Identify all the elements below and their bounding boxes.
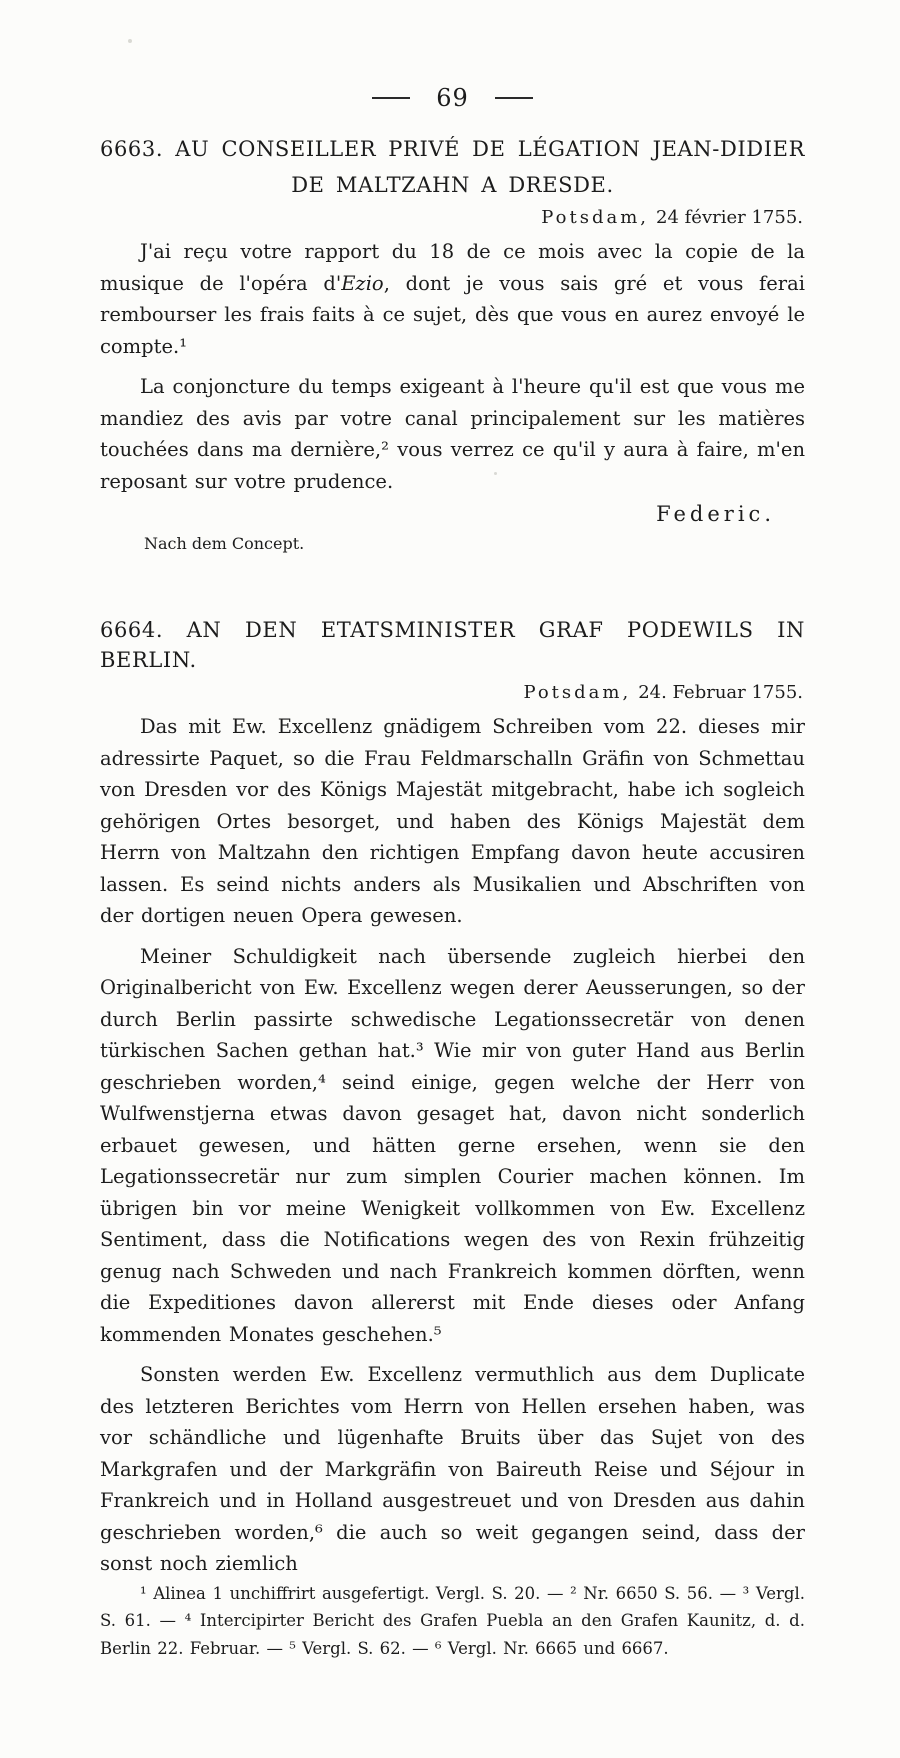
letter-6663-heading [100,134,805,164]
dateline-place: Potsdam, [541,207,649,228]
opera-title-italic: Ezio [341,272,384,295]
paragraph: Das mit Ew. Excellenz gnädigem Schreiben vom 22. dieses mir adressirte Paquet, so die Frau Feldmarschalln Gräfin von Schmettau von Dresden vor des Königs Majestät mitgebracht, habe ich sogleich gehörigen Ortes besorget, und haben des Königs Majestät dem Herrn von Maltzahn den richtigen Empfang davon heute accusiren lassen. Es seind nichts anders als Musikalien und Abschriften von der dortigen neuen Opera gewesen. [100,711,805,932]
letter-title-line1: AU CONSEILLER PRIVÉ DE LÉGATION JEAN-DIDIER [175,137,805,161]
footnotes-text: ¹ Alinea 1 unchiffrirt ausgefertigt. Vergl. S. 20. — ² Nr. 6650 S. 56. — ³ Vergl. S. 61. — ⁴ Intercipirter Bericht des Grafen Puebla an den Grafen Kaunitz, d. d. Berlin 22. Februar. — ⁵ Vergl. S. 62. — ⁶ Vergl. Nr. 6665 und 6667. [100,1580,805,1663]
paragraph: Sonsten werden Ew. Excellenz vermuthlich aus dem Duplicate des letzteren Berichtes vom Herrn von Hellen ersehen haben, was vor schändliche und lügenhafte Bruits über das Sujet von des Markgrafen und der Markgräfin von Baireuth Reise und Séjour in Frankreich und in Holland ausgestreuet und von Dresden aus dahin geschrieben worden,⁶ die auch so weit gegangen seind, dass der sonst noch ziemlich [100,1359,805,1580]
dateline-place: Potsdam, [523,682,631,703]
paragraph: La conjoncture du temps exigeant à l'heure qu'il est que vous me mandiez des avis par votre canal principalement sur les matières touchées dans ma dernière,² vous verrez ce qu'il y aura à faire, m'en reposant sur votre prudence. [100,371,805,497]
paragraph [100,236,805,362]
signature: Federic. [100,499,805,529]
scan-speck [128,39,132,43]
letter-6664 [100,615,805,1580]
source-note: Nach dem Concept. [144,533,805,555]
scan-speck [494,472,497,475]
paragraph-text: J'ai reçu votre rapport du 18 de ce mois avec la copie de la musique de l'opéra d' [100,240,805,295]
paragraph: Meiner Schuldigkeit nach übersende zugleich hierbei den Originalbericht von Ew. Excellenz wegen derer Aeusserungen, so der durch Berlin passirte schwedische Legationssecretär von denen türkischen Sachen gethan hat.³ Wie mir von guter Hand aus Berlin geschrieben worden,⁴ seind einige, gegen welche der Herr von Wulfwenstjerna etwas davon gesaget hat, davon nicht sonderlich erbauet gewesen, und hätten gerne ersehen, wenn sie den Legationssecretär nur zum simplen Courier machen können. Im übrigen bin vor meine Wenigkeit vollkommen von Ew. Excellenz Sentiment, dass die Notifications wegen des von Rexin frühzeitig genug nach Schweden und nach Frankreich kommen dörften, wenn die Expeditiones davon allererst mit Ende dieses oder Anfang kommenden Monates geschehen.⁵ [100,941,805,1351]
letter-6663 [100,134,805,555]
letter-title: AN DEN ETATSMINISTER GRAF PODEWILS IN BERLIN. [100,618,805,672]
header-rule-left [372,97,410,99]
letter-6664-heading [100,615,805,675]
dateline-date: 24 février 1755. [656,207,803,228]
dateline [100,681,803,705]
page-number: 69 [436,86,469,110]
letter-number: 6664. [100,618,163,642]
header-rule-right [495,97,533,99]
page-header [100,86,805,110]
footnotes-block [100,1580,805,1758]
dateline [100,206,803,230]
letter-number: 6663. [100,137,163,161]
dateline-date: 24. Februar 1755. [638,682,803,703]
paragraph-text: , dont je vous sais gré et vous ferai rembourser les frais faits à ce sujet, dès que vous en aurez envoyé le compte.¹ [100,272,805,358]
letter-title-line2: DE MALTZAHN A DRESDE. [100,170,805,200]
